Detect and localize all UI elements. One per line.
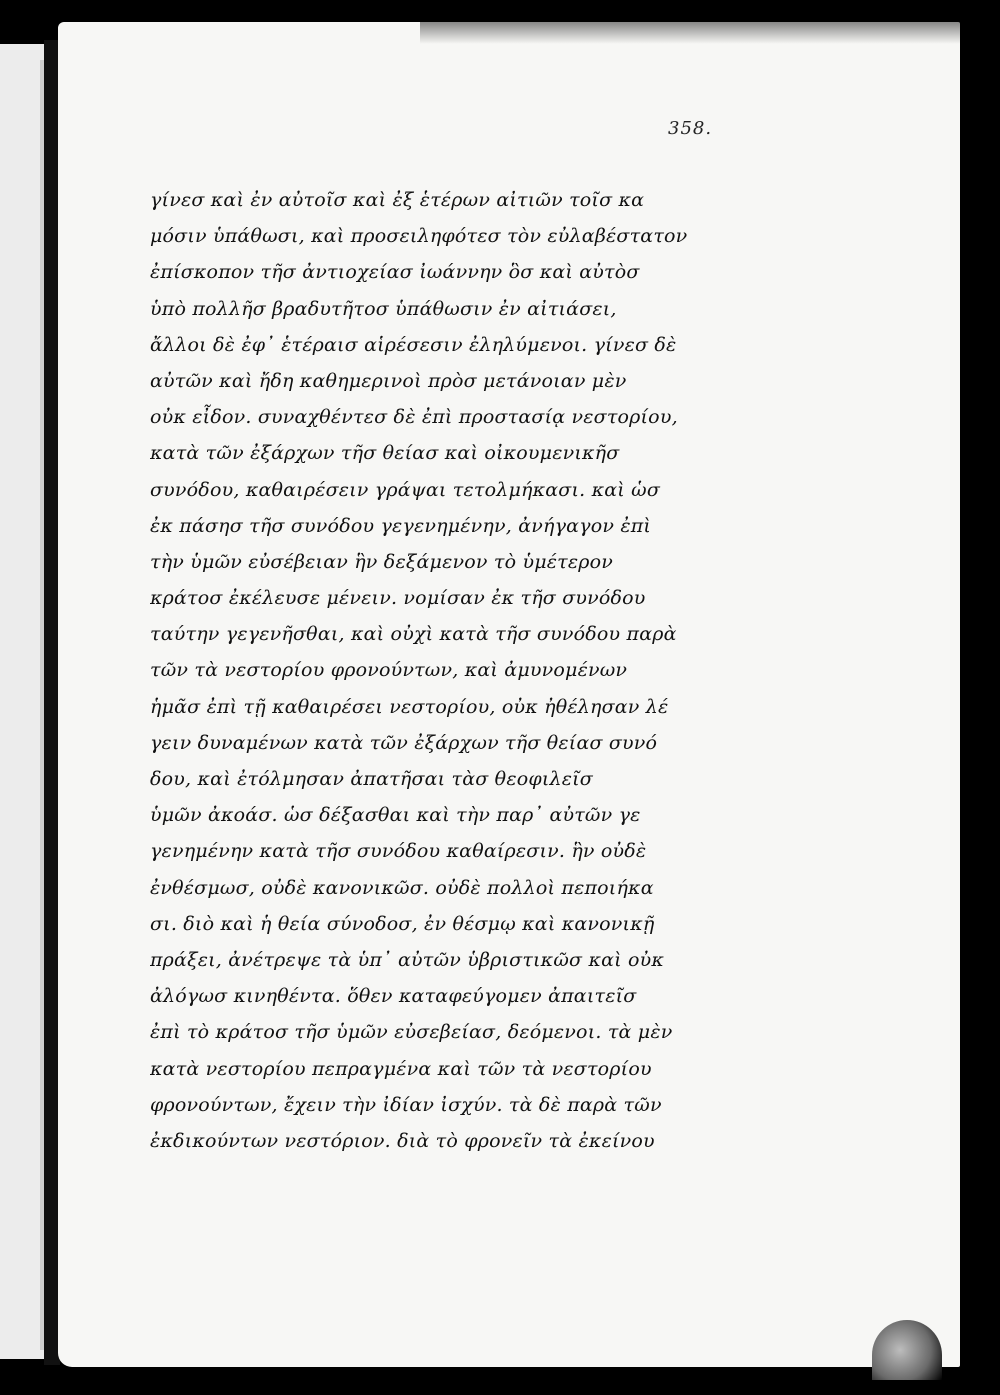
text-line: ὑπὸ πολλῆσ βραδυτῆτοσ ὑπάθωσιν ἐν αἰτιάσει,: [150, 297, 617, 320]
text-line: γίνεσ καὶ ἐν αὐτοῖσ καὶ ἐξ ἑτέρων αἰτιῶν τοῖσ κα: [150, 189, 645, 211]
text-line: γενημένην κατὰ τῆσ συνόδου καθαίρεσιν. ἣν οὐδὲ: [150, 840, 647, 863]
text-line: ἄλλοι δὲ ἐφ᾽ ἑτέραισ αἱρέσεσιν ἐληλύμενοι. γίνεσ δὲ: [150, 333, 677, 356]
text-line: κράτοσ ἐκέλευσε μένειν. νομίσαν ἐκ τῆσ συνόδου: [150, 587, 646, 610]
text-line: φρονούντων, ἔχειν τὴν ἰδίαν ἰσχύν. τὰ δὲ παρὰ τῶν: [150, 1093, 662, 1116]
folio-number: 358.: [668, 118, 713, 139]
text-line: αὐτῶν καὶ ἤδη καθημερινοὶ πρὸσ μετάνοιαν μὲν: [150, 369, 627, 392]
text-line: οὐκ εἶδον. συναχθέντεσ δὲ ἐπὶ προστασίᾳ νεστορίου,: [150, 406, 678, 429]
text-line: ἐπὶ τὸ κράτοσ τῆσ ὑμῶν εὐσεβείασ, δεόμενοι. τὰ μὲν: [150, 1021, 673, 1044]
scan-border-right: [960, 20, 1000, 1375]
text-line: τὴν ὑμῶν εὐσέβειαν ἣν δεξάμενον τὸ ὑμέτερον: [150, 550, 614, 573]
text-line: τῶν τὰ νεστορίου φρονούντων, καὶ ἀμυνομένων: [150, 659, 628, 682]
text-line: ταύτην γεγενῆσθαι, καὶ οὐχὶ κατὰ τῆσ συνόδου παρὰ: [150, 623, 677, 646]
text-line: πράξει, ἀνέτρεψε τὰ ὑπ᾽ αὐτῶν ὑβριστικῶσ καὶ οὐκ: [150, 948, 665, 971]
page-top-shadow: [420, 22, 960, 44]
text-line: δου, καὶ ἐτόλμησαν ἀπατῆσαι τὰσ θεοφιλεῖσ: [150, 768, 593, 790]
text-line: ἀλόγωσ κινηθέντα. ὅθεν καταφεύγομεν ἀπαιτεῖσ: [150, 985, 637, 1008]
text-line: ἐκδικούντων νεστόριον. διὰ τὸ φρονεῖν τὰ ἐκείνου: [150, 1129, 655, 1152]
text-line: συνόδου, καθαιρέσειν γράψαι τετολμήκασι. καὶ ὡσ: [150, 478, 661, 501]
handwritten-text-block: [150, 182, 730, 1159]
text-line: κατὰ νεστορίου πεπραγμένα καὶ τῶν τὰ νεστορίου: [150, 1057, 652, 1080]
text-line: ἡμᾶσ ἐπὶ τῇ καθαιρέσει νεστορίου, οὐκ ἠθέλησαν λέ: [150, 695, 669, 718]
text-line: κατὰ τῶν ἐξάρχων τῆσ θείασ καὶ οἰκουμενικῆσ: [150, 442, 620, 465]
text-line: ὑμῶν ἀκοάσ. ὡσ δέξασθαι καὶ τὴν παρ᾽ αὐτῶν γε: [150, 804, 641, 827]
text-line: μόσιν ὑπάθωσι, καὶ προσειληφότεσ τὸν εὐλαβέστατον: [150, 225, 688, 248]
text-line: ἐκ πάσησ τῆσ συνόδου γεγενημένην, ἀνήγαγον ἐπὶ: [150, 514, 652, 537]
text-line: γειν δυναμένων κατὰ τῶν ἐξάρχων τῆσ θείασ συνό: [150, 731, 658, 754]
text-line: ἐπίσκοπον τῆσ ἀντιοχείασ ἰωάννην ὃσ καὶ αὐτὸσ: [150, 261, 640, 284]
text-line: σι. διὸ καὶ ἡ θεία σύνοδοσ, ἐν θέσμῳ καὶ κανονικῇ: [150, 912, 655, 935]
text-line: ἐνθέσμωσ, οὐδὲ κανονικῶσ. οὐδὲ πολλοὶ πεποιήκα: [150, 876, 654, 899]
